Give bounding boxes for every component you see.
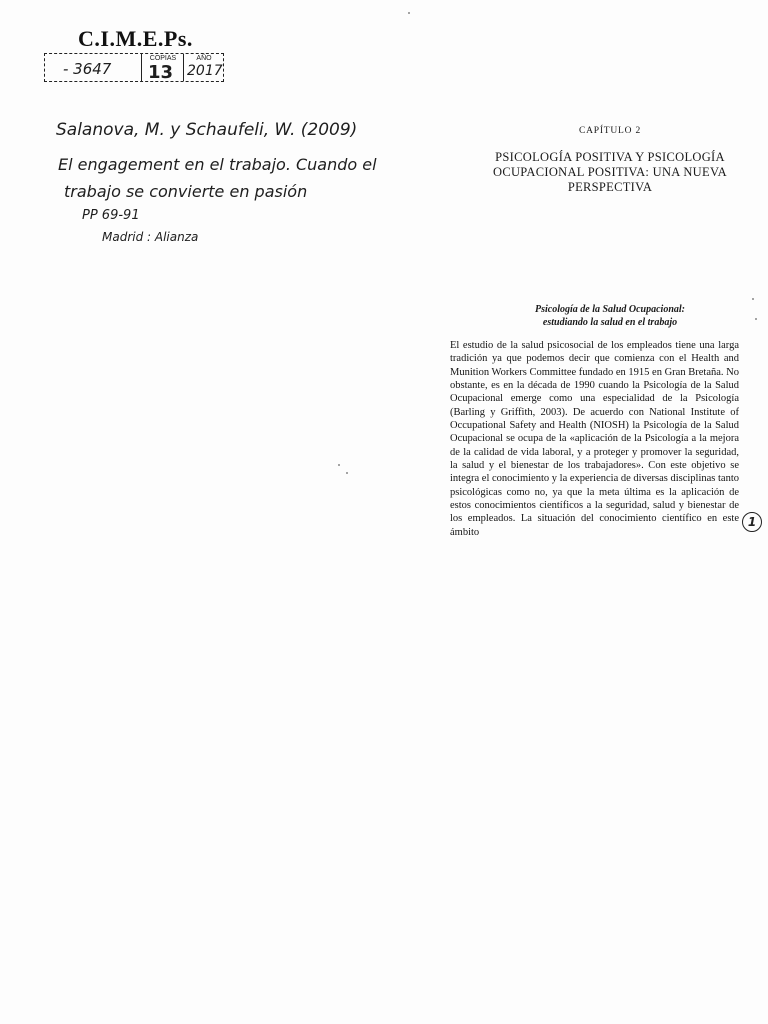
circled-page-mark: 1 — [742, 512, 762, 532]
chapter-label: CAPÍTULO 2 — [578, 126, 642, 136]
handwritten-citation-authors: Salanova, M. y Schaufeli, W. (2009) — [56, 120, 358, 140]
scan-speck — [338, 464, 340, 466]
section-heading-line2: estudiando la salud en el trabajo — [542, 317, 678, 328]
handwritten-citation-publisher: Madrid : Alianza — [102, 230, 199, 244]
scan-speck — [752, 298, 754, 300]
stamp-ano-label: AÑO — [196, 55, 212, 62]
scan-speck — [755, 318, 757, 320]
stamp-copias-label: COPIAS — [149, 55, 177, 62]
handwritten-citation-title-cont: trabajo se convierte en pasión — [64, 182, 308, 201]
stamp-copias-cell — [141, 54, 184, 81]
section-heading-line1: Psicología de la Salud Ocupacional: — [535, 304, 685, 315]
stamp-number-cell — [45, 54, 141, 81]
stamp-ano-value: 2017 — [187, 63, 223, 79]
handwritten-citation-title: El engagement en el trabajo. Cuando el — [58, 155, 377, 174]
chapter-title: PSICOLOGÍA POSITIVA Y PSICOLOGÍA OCUPACIONAL POSITIVA: UNA NUEVA PERSPECTIVA — [493, 150, 727, 194]
library-stamp-title: C.I.M.E.Ps. — [78, 26, 193, 51]
section-heading — [450, 303, 768, 329]
stamp-copias-value: 13 — [148, 62, 174, 83]
stamp-number: - 3647 — [63, 60, 112, 78]
scan-speck — [346, 472, 348, 474]
body-paragraph: El estudio de la salud psicosocial de los empleados tiene una larga tradición ya que podemos decir que comienza con el Health and Munition Workers Committee fundado en 1915 en Gran Bretaña. No obstante, es en la década de 1990 cuando la Psicología de la Salud Ocupacional emerge como una especialidad de la Psicología (Barling y Griffith, 2003). De acuerdo con National Institute of Occupational Safety and Health (NIOSH) la Psicología de la Salud Ocupacional se ocupa de la «aplicación de la Psicología a la mejora de la calidad de vida laboral, y a proteger y promover la seguridad, la salud y el bienestar de los trabajadores». Con este objetivo se integra el conocimiento y la experiencia de diversas disciplinas tanto psicológicas como no, ya que la meta última es la aplicación de estos conocimientos científicos a la seguridad, salud y bienestar de los empleados. La situación del conocimiento científico en este ámbito — [450, 340, 739, 538]
library-stamp-box — [44, 53, 224, 82]
scan-speck — [408, 12, 410, 14]
stamp-ano-cell — [183, 54, 224, 81]
handwritten-citation-pages: PP 69-91 — [82, 208, 140, 223]
